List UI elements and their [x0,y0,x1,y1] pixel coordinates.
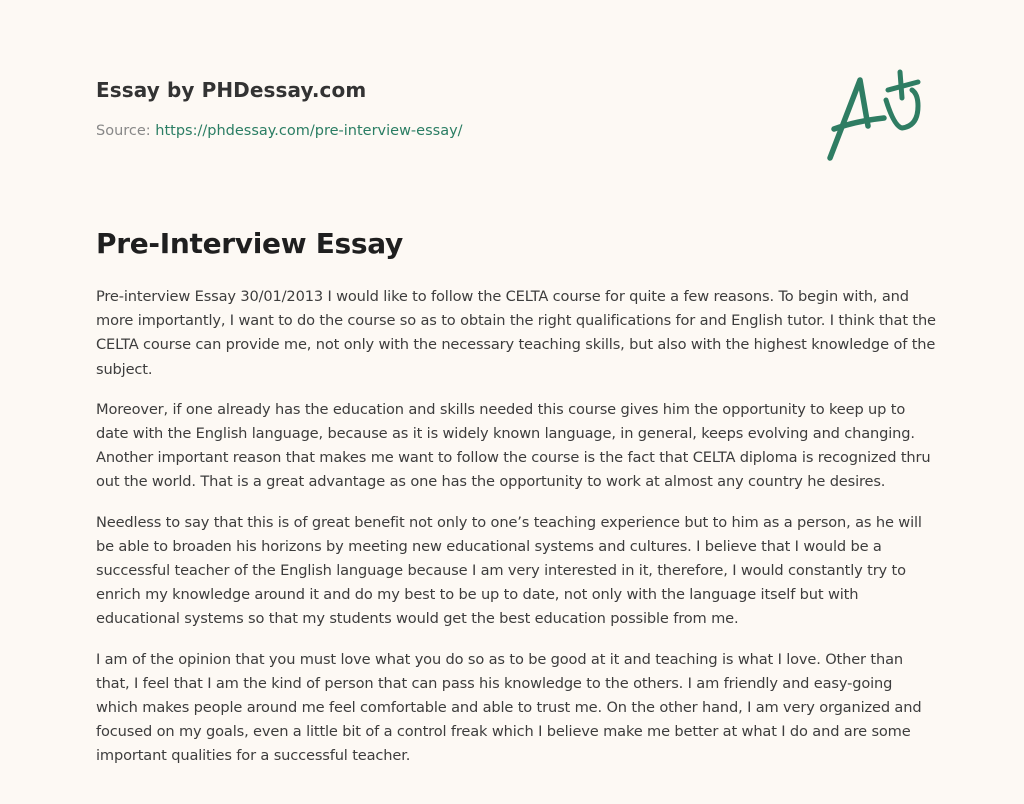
article-title: Pre-Interview Essay [96,227,403,260]
a-plus-grade-icon [822,66,932,166]
essay-paragraph: Moreover, if one already has the education and skills needed this course gives him the opportunity to keep up to date with the English language, because as it is widely known language, in general, keeps evolving and changing. Another important reason that makes me want to follow the course is the fact that CELTA diploma is recognized thru out the world. That is a great advantage as one has the opportunity to work at almost any country he desires. [96,400,931,491]
page-header [96,76,796,141]
source-line [96,121,796,141]
source-link[interactable]: https://phdessay.com/pre-interview-essay/ [155,123,463,139]
essay-body [96,285,936,769]
site-title: Essay by PHDessay.com [96,78,367,102]
essay-paragraph: Needless to say that this is of great benefit not only to one’s teaching experience but to him as a person, as he will be able to broaden his horizons by meeting new educational systems and cultures. I believe that I would be a successful teacher of the English language because I am very interested in it, therefore, I would constantly try to enrich my knowledge around it and do my best to be up to date, not only with the language itself but with educational systems so that my students would get the best education possible from me. [96,513,922,628]
article [96,224,936,785]
essay-paragraph: I am of the opinion that you must love what you do so as to be good at it and teaching is what I love. Other than that, I feel that I am the kind of person that can pass his knowledge to the others. I am friendly and easy-going which makes people around me feel comfortable and able to trust me. On the other hand, I am very organized and focused on my goals, even a little bit of a control freak which I believe make me better at what I do and are some important qualities for a successful teacher. [96,650,922,765]
source-label: Source: [96,123,151,139]
essay-paragraph: Pre-interview Essay 30/01/2013 I would like to follow the CELTA course for quite a few reasons. To begin with, and more importantly, I want to do the course so as to obtain the right qualifications for and English tutor. I think that the CELTA course can provide me, not only with the necessary teaching skills, but also with the highest knowledge of the subject. [96,288,936,378]
